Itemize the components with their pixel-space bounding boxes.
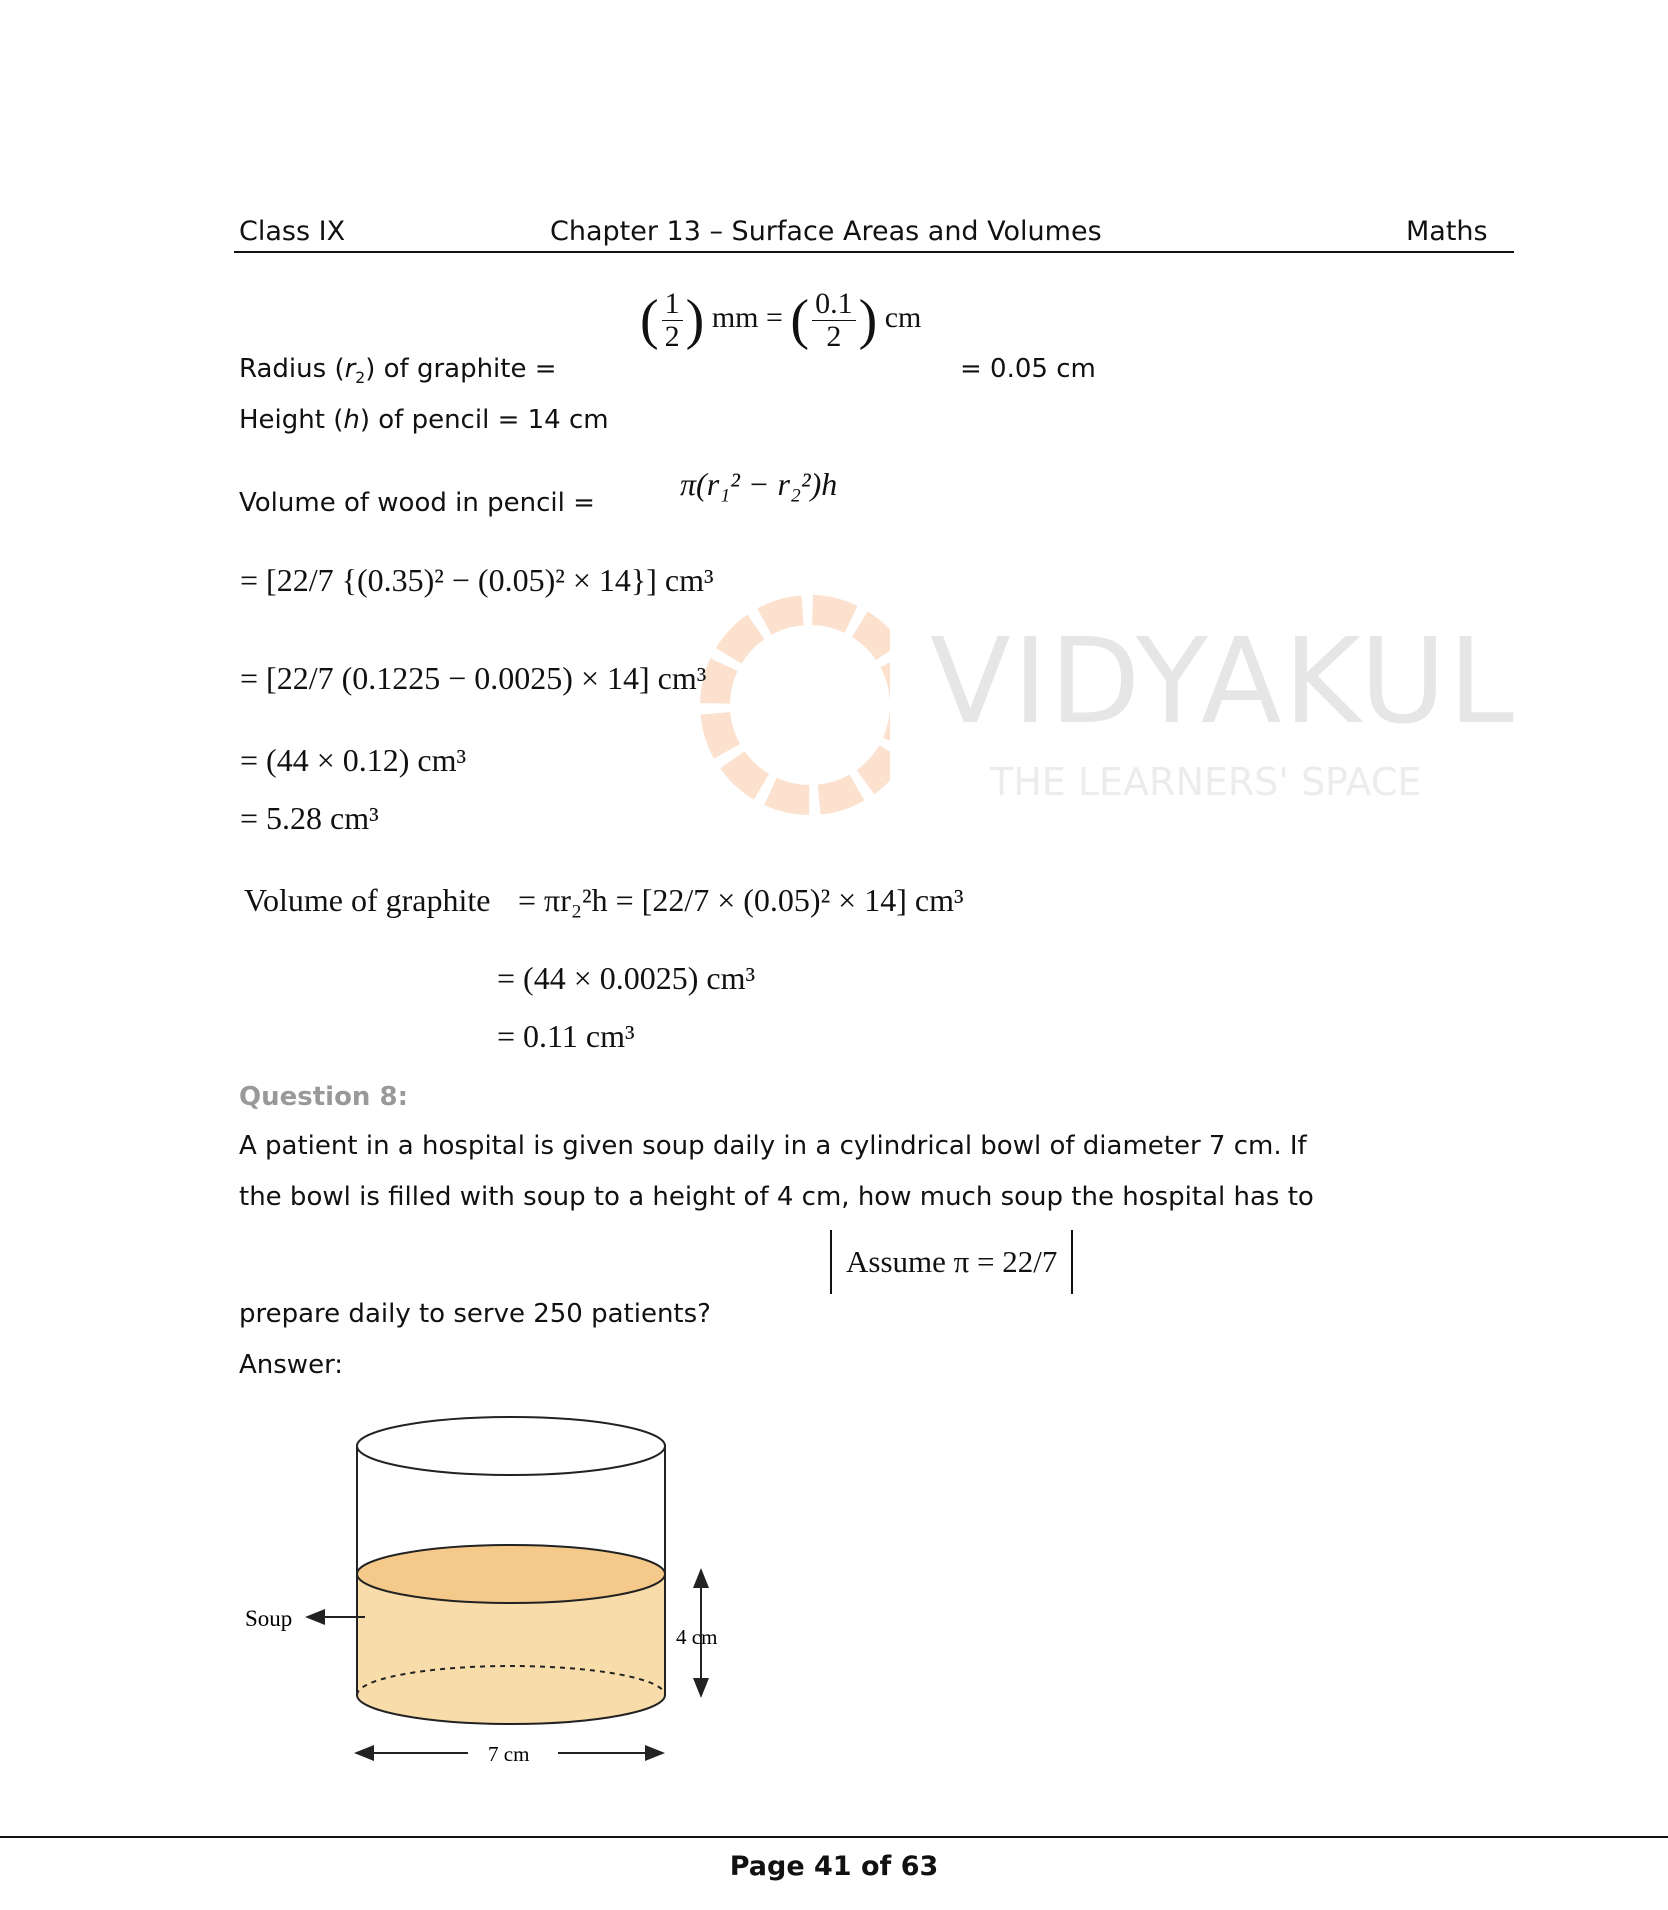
height-b: ) of pencil = 14 cm: [359, 405, 609, 435]
footer-rule: [0, 1836, 1668, 1838]
eq3: = (44 × 0.12) cm³: [240, 742, 467, 778]
unit-mm: mm =: [711, 300, 783, 334]
watermark-tagline: THE LEARNERS' SPACE: [990, 760, 1422, 804]
graphite-label: Volume of graphite: [244, 882, 491, 918]
radius-rest: ) of graphite =: [365, 354, 557, 384]
watermark-brand: VIDYAKUL: [930, 612, 1516, 750]
height-line: [239, 405, 609, 435]
question-line-1: A patient in a hospital is given soup daily in a cylindrical bowl of diameter 7 cm. If: [239, 1131, 1307, 1161]
soup-arrowhead-icon: [305, 1609, 325, 1625]
arrow-down-icon: [693, 1678, 709, 1698]
radius-formula: ( $\frac{1}{2}$ ) mm = ( $\frac{0.1}{2}$ ) cm: [640, 287, 922, 353]
height-a: Height (: [239, 405, 344, 435]
watermark: [700, 590, 890, 824]
wood-formula: π(r₁² − r₂²)h: [680, 466, 838, 502]
radius-label: Radius (: [239, 354, 345, 384]
frac-den: 2: [664, 319, 680, 353]
eq4: = 5.28 cm³: [240, 800, 379, 836]
unit-cm: cm: [884, 300, 922, 334]
graphite-eq3: = 0.11 cm³: [497, 1018, 635, 1054]
arrow-right-icon: [645, 1745, 665, 1761]
cylinder-top: [357, 1417, 665, 1475]
header-class: Class IX: [239, 216, 346, 247]
question-line-3: prepare daily to serve 250 patients?: [239, 1299, 711, 1329]
eq1: = [22/7 {(0.35)² − (0.05)² × 14}] cm³: [240, 562, 714, 598]
arrow-up-icon: [693, 1568, 709, 1588]
radius-var: r: [344, 354, 356, 384]
eq2: = [22/7 (0.1225 − 0.0025) × 14] cm³: [240, 660, 707, 696]
answer-label: Answer:: [239, 1350, 344, 1380]
header-chapter: Chapter 13 – Surface Areas and Volumes: [550, 216, 1102, 247]
header-rule: [234, 251, 1514, 253]
arrow-left-icon: [354, 1745, 374, 1761]
radius-sub: 2: [355, 369, 366, 388]
radius-line: [239, 354, 557, 387]
height-label: 4 cm: [676, 1625, 718, 1649]
page-number: Page 41 of 63: [729, 1851, 939, 1882]
cylinder-diagram: [230, 1400, 750, 1780]
soup-surface: [357, 1545, 665, 1603]
height-var: h: [343, 405, 360, 435]
soup-label: Soup: [245, 1606, 293, 1631]
graphite-eq: = πr₂²h = [22/7 × (0.05)² × 14] cm³: [518, 882, 964, 918]
assume-pi: Assume π = 22/7: [830, 1230, 1073, 1294]
wood-label: Volume of wood in pencil =: [239, 488, 595, 518]
graphite-eq2: = (44 × 0.0025) cm³: [497, 960, 756, 996]
header-subject: Maths: [1406, 216, 1488, 247]
question-line-2: the bowl is filled with soup to a height of 4 cm, how much soup the hospital has to: [239, 1182, 1314, 1212]
frac-num: 0.1: [812, 288, 856, 321]
diameter-label: 7 cm: [488, 1742, 530, 1766]
question-title: Question 8:: [239, 1082, 408, 1112]
frac-num: 1: [662, 288, 683, 321]
radius-result: = 0.05 cm: [960, 354, 1096, 384]
watermark-gear-icon: [700, 590, 890, 820]
frac-den: 2: [826, 319, 842, 353]
